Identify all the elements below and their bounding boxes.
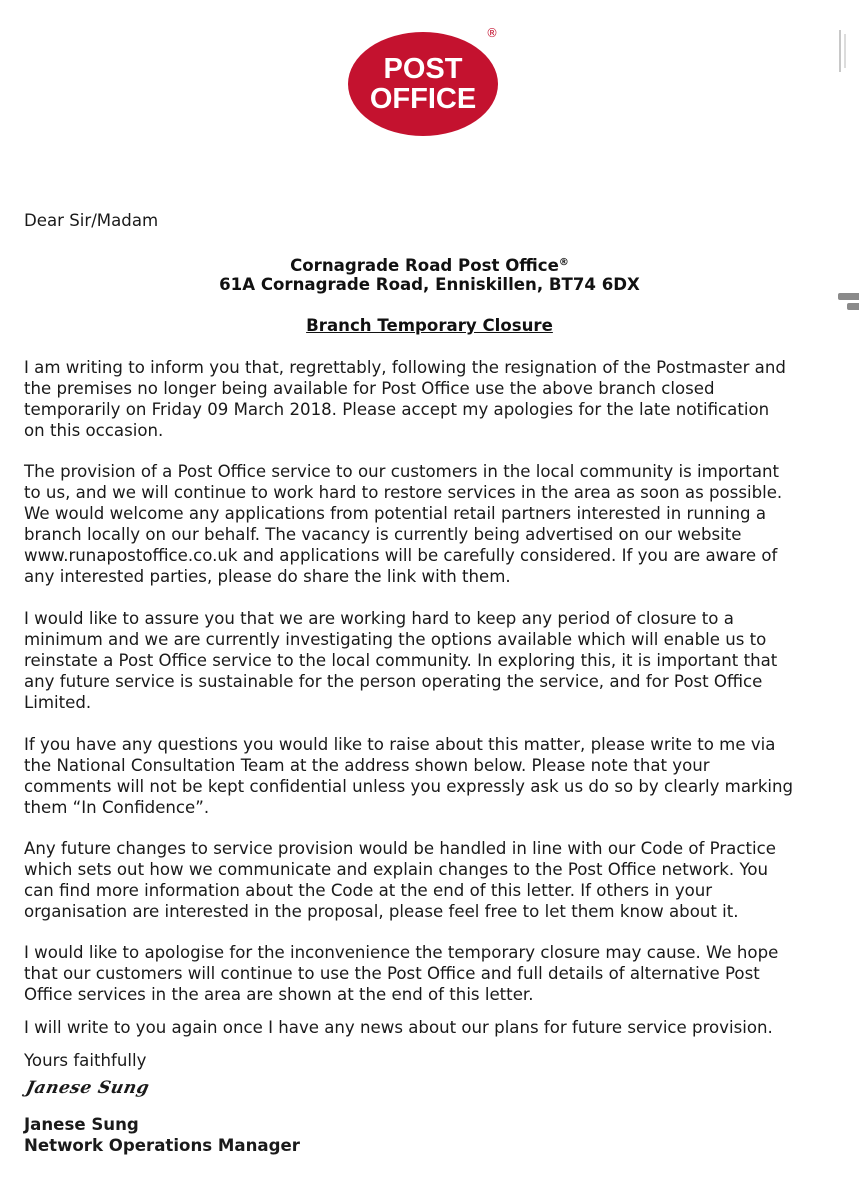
paragraph-line: any future service is sustainable for the person operating the service, and for Post Office — [24, 672, 763, 691]
handwritten-signature: Janese Sung — [24, 1078, 152, 1098]
logo-registered-mark: ® — [486, 26, 498, 40]
scroll-indicator-bar — [847, 303, 859, 310]
paragraph-line: reinstate a Post Office service to the local community. In exploring this, it is important that — [24, 651, 778, 670]
paragraph-line: temporarily on Friday 09 March 2018. Please accept my apologies for the late notification — [24, 400, 770, 419]
paragraph-line: Any future changes to service provision would be handled in line with our Code of Practice — [24, 839, 776, 858]
paragraph-line-website: www.runapostoffice.co.uk and applications will be carefully considered. If you are aware of — [24, 546, 778, 565]
branch-name: Cornagrade Road Post Office — [290, 256, 559, 275]
paragraph-line: I will write to you again once I have any news about our plans for future service provision. — [24, 1018, 773, 1037]
paragraph-line: We would welcome any applications from potential retail partners interested in running a — [24, 504, 766, 523]
subject-line — [0, 315, 859, 337]
page-edge-handle[interactable] — [838, 28, 848, 74]
closing: Yours faithfully — [24, 1051, 147, 1070]
paragraph-line: I would like to assure you that we are working hard to keep any period of closure to a — [24, 609, 734, 628]
paragraph-line: branch locally on our behalf. The vacancy is currently being advertised on our website — [24, 525, 742, 544]
paragraph-line: on this occasion. — [24, 421, 164, 440]
paragraph-line: organisation are interested in the proposal, please feel free to let them know about it. — [24, 902, 739, 921]
signer-title: Network Operations Manager — [24, 1136, 300, 1155]
paragraph-line: I would like to apologise for the inconvenience the temporary closure may cause. We hope — [24, 943, 779, 962]
paragraph-line: The provision of a Post Office service to our customers in the local community is important — [24, 462, 780, 481]
logo-text-office: OFFICE — [369, 83, 477, 115]
branch-registered-mark: ® — [558, 257, 569, 268]
paragraph-line: that our customers will continue to use the Post Office and full details of alternative Post — [24, 964, 760, 983]
paragraph-line: the premises no longer being available for Post Office use the above branch closed — [24, 379, 715, 398]
paragraph-line: Office services in the area are shown at the end of this letter. — [24, 985, 534, 1004]
paragraph-line: to us, and we will continue to work hard to restore services in the area as soon as possible. — [24, 483, 783, 502]
paragraph-1 — [24, 357, 836, 441]
paragraph-6 — [24, 942, 836, 1005]
branch-address: 61A Cornagrade Road, Enniskillen, BT74 6DX — [219, 275, 640, 294]
paragraph-line: comments will not be kept confidential unless you expressly ask us do so by clearly marking — [24, 777, 794, 796]
paragraph-3 — [24, 608, 836, 713]
paragraph-line: them “In Confidence”. — [24, 798, 210, 817]
paragraph-2 — [24, 461, 836, 587]
signer-name: Janese Sung — [24, 1115, 139, 1134]
paragraph-line: I am writing to inform you that, regrettably, following the resignation of the Postmaster and — [24, 358, 786, 377]
paragraph-line: the National Consultation Team at the address shown below. Please note that your — [24, 756, 710, 775]
logo-text-post: POST — [383, 53, 463, 85]
paragraph-7 — [24, 1017, 836, 1038]
paragraph-4 — [24, 734, 836, 818]
paragraph-line: minimum and we are currently investigating the options available which will enable us to — [24, 630, 767, 649]
paragraph-line: Limited. — [24, 693, 92, 712]
paragraph-line: can find more information about the Code at the end of this letter. If others in your — [24, 881, 713, 900]
post-office-logo — [347, 31, 499, 137]
paragraph-5 — [24, 838, 836, 922]
paragraph-line: any interested parties, please do share the link with them. — [24, 567, 511, 586]
paragraph-line: If you have any questions you would like to raise about this matter, please write to me via — [24, 735, 776, 754]
paragraph-line: which sets out how we communicate and explain changes to the Post Office network. You — [24, 860, 769, 879]
subject: Branch Temporary Closure — [306, 316, 553, 335]
salutation: Dear Sir/Madam — [24, 211, 159, 230]
